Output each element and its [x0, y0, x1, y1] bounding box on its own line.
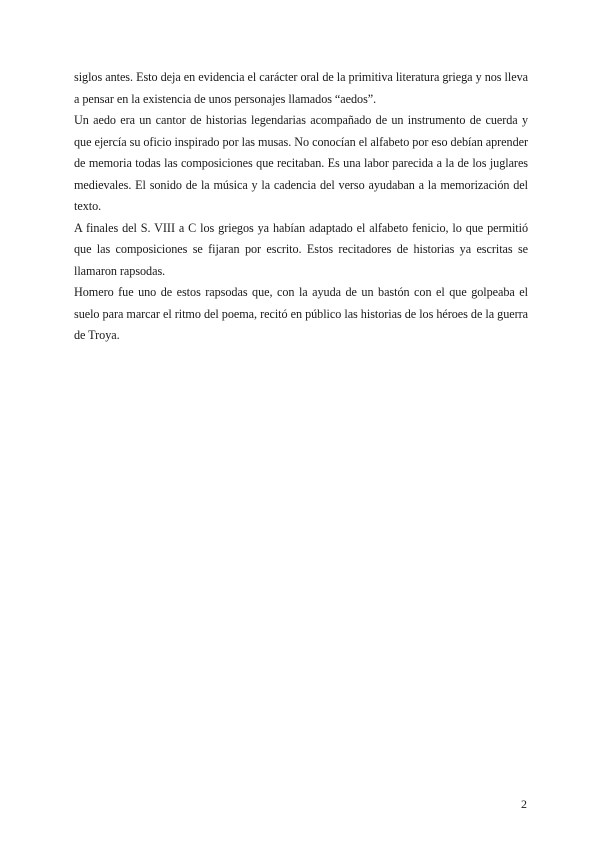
paragraph-alfabeto: A finales del S. VIII a C los griegos ya habían adaptado el alfabeto fenicio, lo que permitió que las composiciones se fijaran por escrito. Estos recitadores de historias ya escritas se llamaron rapsodas. [74, 220, 528, 278]
page-number: 2 [521, 797, 527, 811]
paragraph-homero: Homero fue uno de estos rapsodas que, con la ayuda de un bastón con el que golpeaba el suelo para marcar el ritmo del poema, recitó en público las historias de los héroes de la guerra de Troya. [74, 285, 528, 342]
paragraph-aedo: Un aedo era un cantor de historias legendarias acompañado de un instrumento de cuerda y que ejercía su oficio inspirado por las musas. No conocían el alfabeto por eso debían aprender de memoria todas las composiciones que recitaban. Es una labor parecida a la de los juglares medievales. El sonido de la música y la cadencia del verso ayudaban a la memorización del texto. [74, 113, 528, 213]
body-text [74, 67, 528, 347]
paragraph-continuation: siglos antes. Esto deja en evidencia el carácter oral de la primitiva literatura griega y nos lleva a pensar en la existencia de unos personajes llamados “aedos”. [74, 70, 528, 106]
